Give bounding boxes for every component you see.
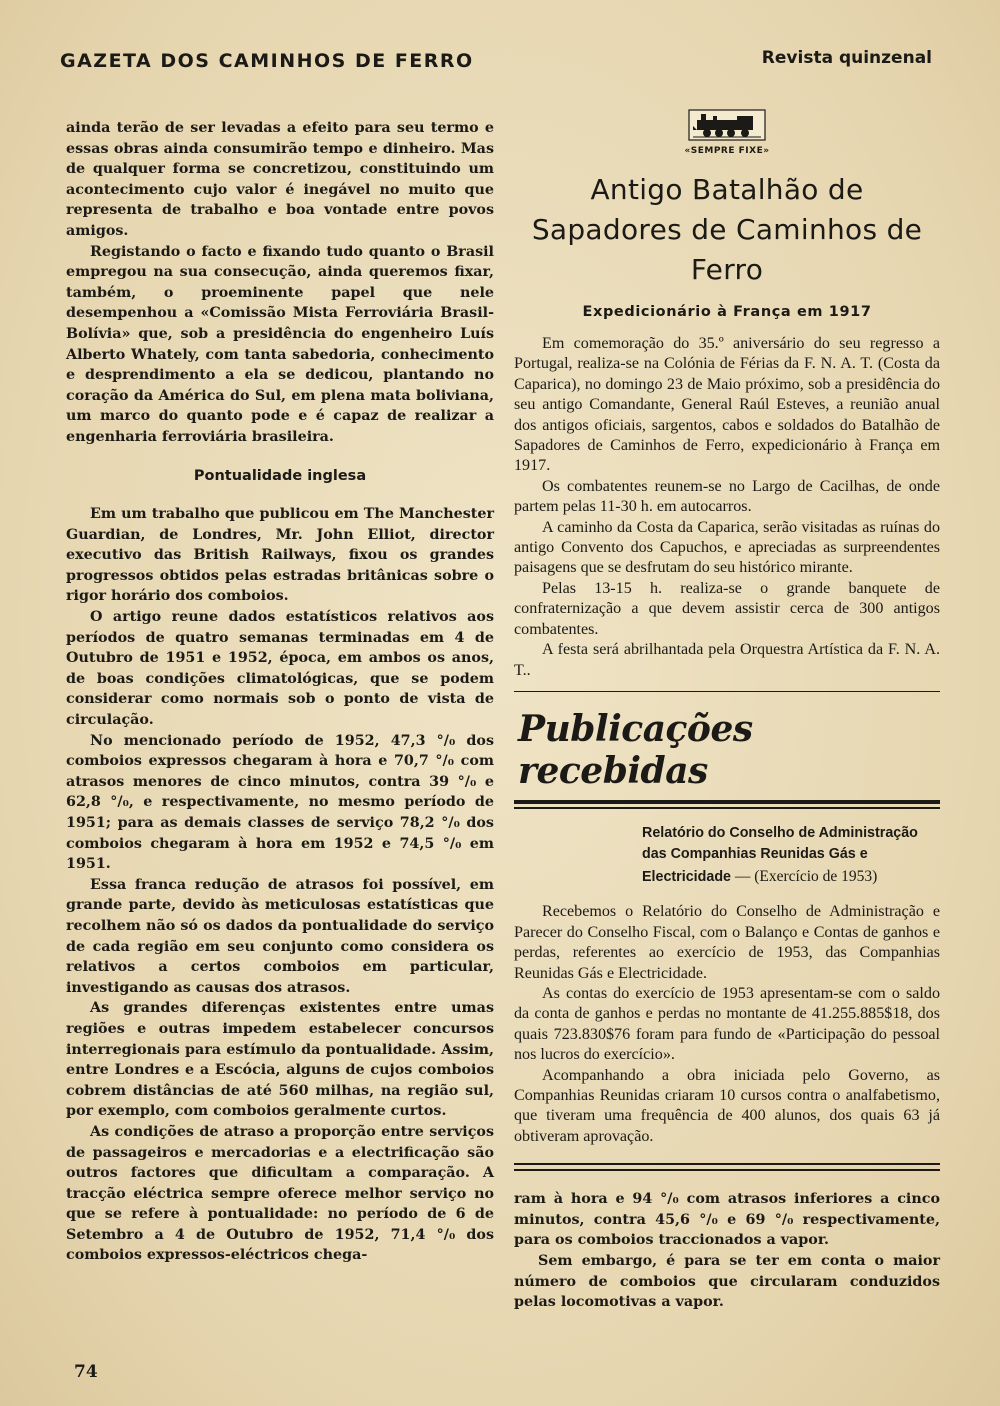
paragraph: Em um trabalho que publicou em The Manchester Guardian, de Londres, Mr. John Elliot, director executivo das British Railways, fixou os grandes progressos obtidos pelas estradas britânicas sobre o rigor horário dos comboios. [66, 506, 494, 605]
report-title-main: Relatório do Conselho de Administração das Companhias Reunidas Gás e Electricidade [642, 824, 918, 885]
paragraph: Recebemos o Relatório do Conselho de Administração e Parecer do Conselho Fiscal, com o Balanço e Contas de ganhos e perdas, referentes ao exercício de 1953, das Companhias Reunidas Gás e Electricidade. [514, 903, 940, 982]
paragraph: As condições de atraso a proporção entre serviços de passageiros e mercadorias e a electrificação são outros factores que dificultam a comparação. A tracção eléctrica sempre oferece melhor serviço no que se refere à pontualidade: no período de 6 de Setembro a 4 de Outubro de 1952, 71,4 °/₀ dos comboios expressos-eléctricos chega- [66, 1123, 494, 1264]
article-title: Antigo Batalhão de Sapadores de Caminhos de Ferro [531, 173, 923, 286]
right-column [514, 108, 940, 1313]
publication-frequency: Revista quinzenal [761, 48, 932, 68]
section-heading: Publicações recebidas [518, 708, 753, 793]
left-column [66, 118, 494, 1266]
paragraph: No mencionado período de 1952, 47,3 °/₀ dos comboios expressos chegaram à hora e 70,7 °/₀ com atrasos menores de cinco minutos, contra 39 °/₀ e 62,8 °/₀, e respectivamente, no mesmo período de 1951; para as demais classes de serviço 78,2 °/₀ dos comboios chegaram à hora em 1952 e 74,5 °/₀ em 1951. [66, 732, 494, 873]
paragraph: Sem embargo, é para se ter em conta o maior número de comboios que circularam conduzidos pelas locomotivas a vapor. [514, 1253, 940, 1311]
paragraph: Essa franca redução de atrasos foi possível, em grande parte, devido às meticulosas estatísticas que recolhem não só os dados da pontualidade do serviço de cada região em seu conjunto como considera os relativos a certos comboios em particular, investigando as causas dos atrasos. [66, 876, 494, 996]
paragraph: A festa será abrilhantada pela Orquestra Artística da F. N. A. T.. [514, 641, 940, 679]
paragraph: As contas do exercício de 1953 apresentam-se com o saldo da conta de ganhos e perdas no montante de 41.255.885$18, dos quais 723.830$76 foram para fundo de «Participação do pessoal nos lucros do exercício». [514, 985, 940, 1064]
publication-title: GAZETA DOS CAMINHOS DE FERRO [60, 50, 474, 72]
paragraph: ram à hora e 94 °/₀ com atrasos inferiores a cinco minutos, contra 45,6 °/₀ e 69 °/₀ respectivamente, para os comboios traccionados a vapor. [514, 1191, 940, 1249]
report-body [514, 902, 940, 1147]
article-body [514, 334, 940, 681]
divider [514, 800, 940, 804]
paragraph: Em comemoração do 35.º aniversário do seu regresso a Portugal, realiza-se na Colónia de Férias da F. N. A. T. (Costa da Caparica), no domingo 23 de Maio próximo, sob a presidência do seu antigo Comandante, General Raúl Esteves, a reunião anual dos antigos oficiais, sargentos, cabos e soldados do Batalhão de Sapadores de Caminhos de Ferro, expedicionário à França em 1917. [514, 335, 940, 475]
page-number: 74 [74, 1362, 98, 1382]
paragraph: O artigo reune dados estatísticos relativos aos períodos de quatro semanas terminadas em 4 de Outubro de 1951 e 1952, época, em ambos os anos, de boas condições climatológicas, que se podem considerar como normais sob o ponto de vista de circulação. [66, 609, 494, 729]
continuation-text [514, 1189, 940, 1313]
paragraph: Pelas 13-15 h. realiza-se o grande banquete de confraternização a que devem assistir cerca de 300 antigos combatentes. [514, 579, 940, 638]
article-subtitle: Expedicionário à França em 1917 [582, 304, 872, 320]
locomotive-icon [687, 108, 767, 142]
paragraph: As grandes diferenças existentes entre umas regiões e outras impedem estabelecer concursos interregionais para estímulo da pontualidade. Assim, entre Londres e a Escócia, alguns de cujos comboios cobrem distâncias de até 560 milhas, na região sul, por exemplo, com comboios geralmente curtos. [66, 1000, 494, 1120]
logo-caption: «SEMPRE FIXE» [684, 146, 770, 156]
paragraph: ainda terão de ser levadas a efeito para seu termo e essas obras ainda consumirão tempo e dinheiro. Mas de qualquer forma se concretizou, constituindo um acontecimento cujo valor é inegável no muito que representa de trabalho e boa vontade entre povos amigos. [66, 120, 494, 239]
paragraph: Acompanhando a obra iniciada pelo Governo, as Companhias Reunidas criaram 10 cursos contra o analfabetismo, que tiveram uma frequência de 400 alunos, dos quais 63 já obtiveram aprovação. [514, 1066, 940, 1145]
paragraph: Os combatentes reunem-se no Largo de Cacilhas, de onde partem pelas 11-30 h. em autocarros. [514, 477, 940, 516]
divider [514, 807, 940, 809]
section-subheading: Pontualidade inglesa [193, 467, 367, 484]
paragraph: A caminho da Costa da Caparica, serão visitadas as ruínas do antigo Convento dos Capuchos, e apreciadas as surpreendentes paisagens que se desfrutam do seu histórico mirante. [514, 518, 940, 577]
divider [514, 691, 940, 693]
paragraph: Registando o facto e fixando tudo quanto o Brasil empregou na sua consecução, ainda queremos fixar, também, o proeminente papel que nele desempenhou a «Comissão Mista Ferroviária Brasil-Bolívia» que, sob a presidência do engenheiro Luís Alberto Whately, com tanta sabedoria, conhecimento e desprendimento a ela se dedicou, plantando no coração da América do Sul, em plena mata boliviana, um marco do quanto pode e é capaz de realizar a engenharia ferroviária brasileira. [66, 243, 494, 445]
double-divider [514, 1163, 940, 1171]
report-title-year: — (Exercício de 1953) [731, 867, 878, 885]
report-title [642, 823, 940, 889]
